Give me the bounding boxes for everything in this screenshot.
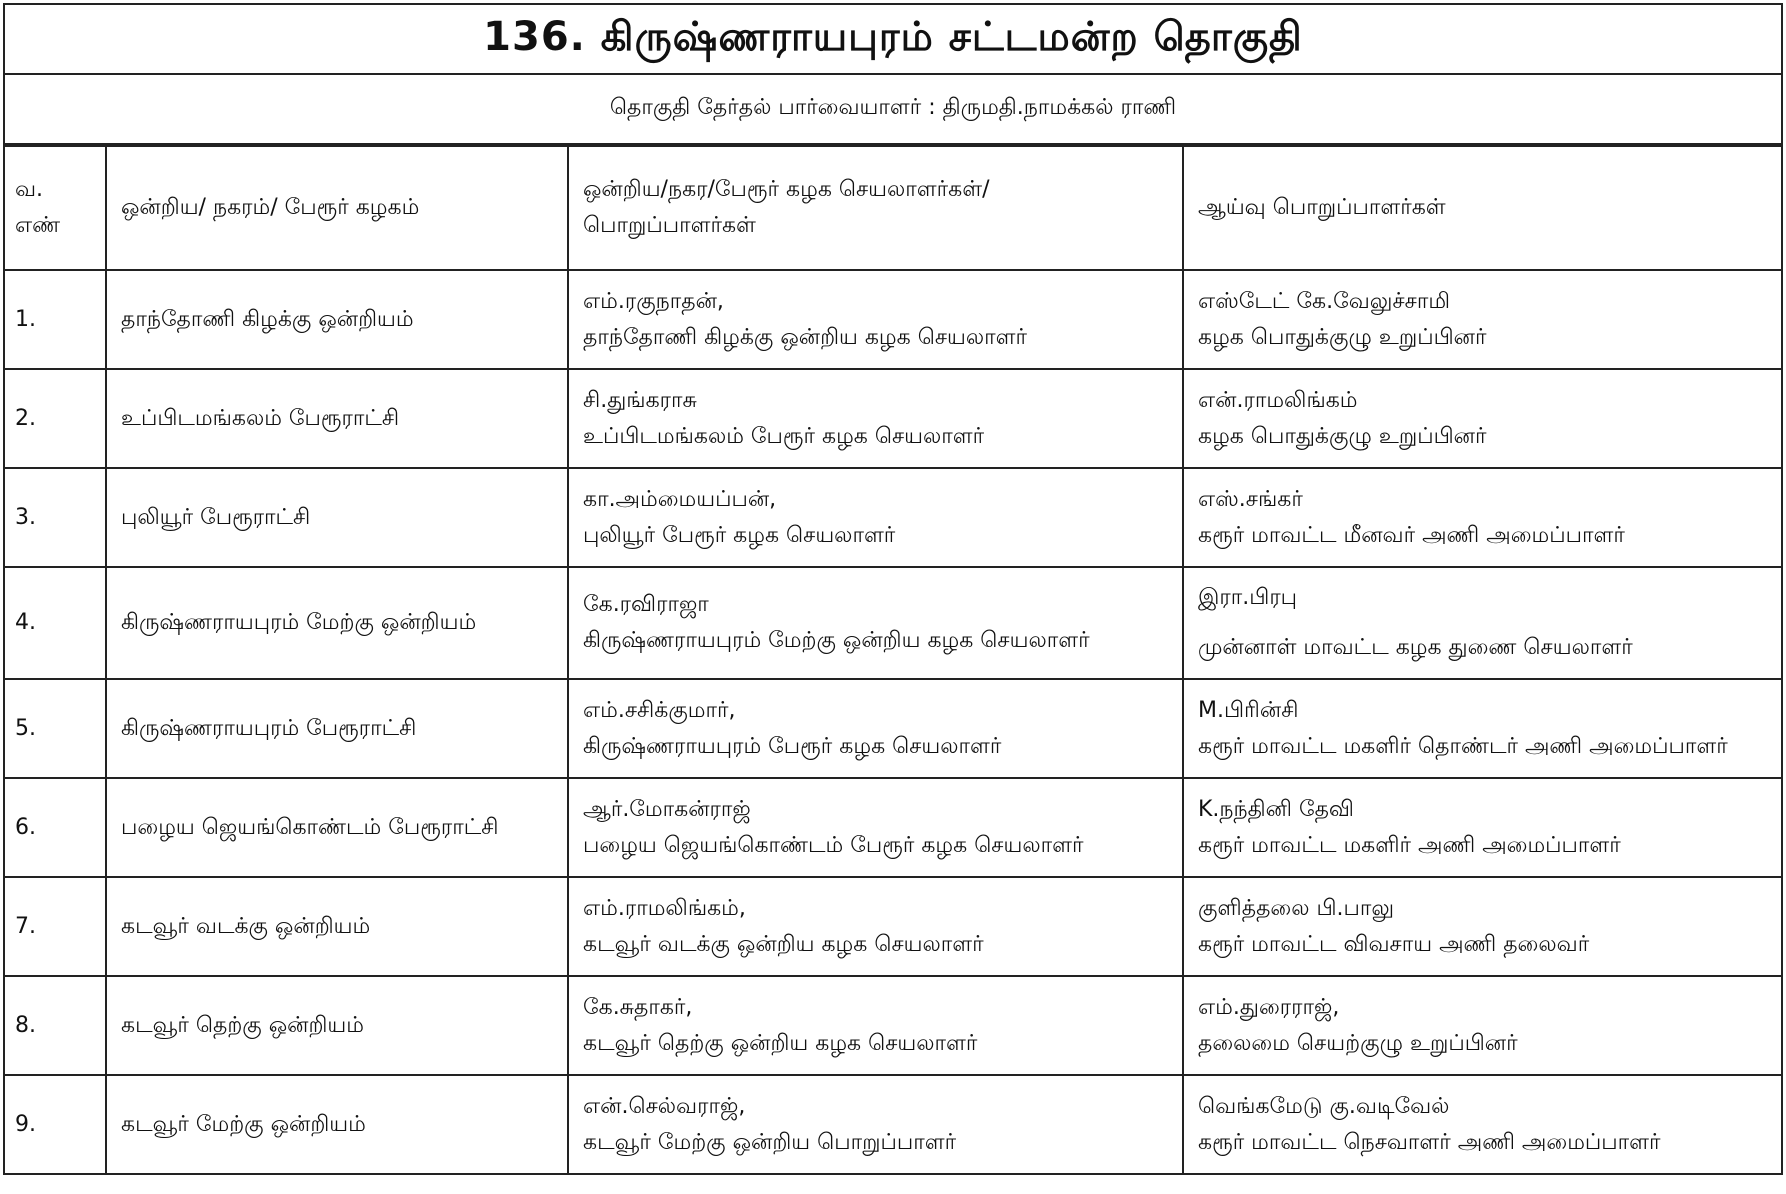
secretary-name: எம்.ராமலிங்கம், <box>583 895 746 921</box>
secretary-cell <box>568 369 1183 468</box>
reviewer-name: எஸ்டேட் கே.வேலுச்சாமி <box>1198 288 1450 314</box>
table-header-row <box>4 146 1782 270</box>
union-cell: பழைய ஜெயங்கொண்டம் பேரூராட்சி <box>106 778 568 877</box>
serial-cell: 1. <box>4 270 106 369</box>
serial-cell: 7. <box>4 877 106 976</box>
union-cell: கிருஷ்ணராயபுரம் பேரூராட்சி <box>106 679 568 778</box>
union-cell: கடவூர் வடக்கு ஒன்றியம் <box>106 877 568 976</box>
secretary-cell <box>568 679 1183 778</box>
reviewer-cell <box>1183 679 1782 778</box>
reviewer-role: கழக பொதுக்குழு உறுப்பினர் <box>1198 324 1487 350</box>
reviewer-name: இரா.பிரபு <box>1198 585 1298 610</box>
document-title: 136. கிருஷ்ணராயபுரம் சட்டமன்ற தொகுதி <box>3 3 1783 75</box>
reviewer-cell <box>1183 1075 1782 1174</box>
reviewer-cell <box>1183 976 1782 1075</box>
secretary-name: கே.ரவிராஜா <box>583 592 709 617</box>
reviewer-name: எம்.துரைராஜ், <box>1198 994 1340 1020</box>
secretary-name: எம்.ரகுநாதன், <box>583 288 724 314</box>
reviewer-cell <box>1183 778 1782 877</box>
header-secretary <box>568 146 1183 270</box>
secretary-role: புலியூர் பேரூர் கழக செயலாளர் <box>583 522 896 548</box>
secretary-name: என்.செல்வராஜ், <box>583 1093 746 1119</box>
reviewer-role: தலைமை செயற்குழு உறுப்பினர் <box>1198 1030 1518 1056</box>
document-sheet <box>3 3 1783 1191</box>
secretary-role: கடவூர் மேற்கு ஒன்றிய பொறுப்பாளர் <box>583 1129 957 1155</box>
header-serial <box>4 146 106 270</box>
header-union: ஒன்றிய/ நகரம்/ பேரூர் கழகம் <box>106 146 568 270</box>
secretary-role: கடவூர் வடக்கு ஒன்றிய கழக செயலாளர் <box>583 931 984 957</box>
union-cell: கிருஷ்ணராயபுரம் மேற்கு ஒன்றியம் <box>106 567 568 679</box>
reviewer-cell <box>1183 468 1782 567</box>
reviewer-role: கரூர் மாவட்ட மகளிர் அணி அமைப்பாளர் <box>1198 832 1621 858</box>
header-secretary-line1: ஒன்றிய/நகர/பேரூர் கழக செயலாளர்கள்/ <box>583 177 990 202</box>
secretary-cell <box>568 976 1183 1075</box>
reviewer-role: கரூர் மாவட்ட விவசாய அணி தலைவர் <box>1198 931 1590 957</box>
secretary-role: கிருஷ்ணராயபுரம் மேற்கு ஒன்றிய கழக செயலாளர் <box>583 628 1090 653</box>
secretary-name: எம்.சசிக்குமார், <box>583 697 736 723</box>
secretary-role: பழைய ஜெயங்கொண்டம் பேரூர் கழக செயலாளர் <box>583 832 1084 858</box>
union-cell: உப்பிடமங்கலம் பேரூராட்சி <box>106 369 568 468</box>
secretary-role: உப்பிடமங்கலம் பேரூர் கழக செயலாளர் <box>583 423 985 449</box>
serial-cell: 8. <box>4 976 106 1075</box>
reviewer-cell <box>1183 567 1782 679</box>
secretary-role: தாந்தோணி கிழக்கு ஒன்றிய கழக செயலாளர் <box>583 324 1027 350</box>
union-cell: புலியூர் பேரூராட்சி <box>106 468 568 567</box>
secretary-cell <box>568 778 1183 877</box>
reviewer-role: கரூர் மாவட்ட நெசவாளர் அணி அமைப்பாளர் <box>1198 1129 1661 1155</box>
reviewer-name: குளித்தலை பி.பாலு <box>1198 895 1395 921</box>
reviewer-name: M.பிரின்சி <box>1198 697 1299 723</box>
union-cell: கடவூர் தெற்கு ஒன்றியம் <box>106 976 568 1075</box>
reviewer-role: முன்னாள் மாவட்ட கழக துணை செயலாளர் <box>1198 635 1633 660</box>
serial-cell: 6. <box>4 778 106 877</box>
document-subtitle: தொகுதி தேர்தல் பார்வையாளர் : திருமதி.நாமக்கல் ராணி <box>3 75 1783 145</box>
table-row <box>4 778 1782 877</box>
reviewer-role: கழக பொதுக்குழு உறுப்பினர் <box>1198 423 1487 449</box>
header-secretary-line2: பொறுப்பாளர்கள் <box>583 213 756 238</box>
reviewer-role: கரூர் மாவட்ட மகளிர் தொண்டர் அணி அமைப்பாளர் <box>1198 733 1728 759</box>
table-row <box>4 270 1782 369</box>
secretary-cell <box>568 567 1183 679</box>
table-row <box>4 877 1782 976</box>
serial-cell: 4. <box>4 567 106 679</box>
secretary-name: கா.அம்மையப்பன், <box>583 486 777 512</box>
secretary-cell <box>568 468 1183 567</box>
assignments-table <box>3 145 1783 1175</box>
table-row <box>4 567 1782 679</box>
reviewer-name: K.நந்தினி தேவி <box>1198 796 1354 822</box>
secretary-name: சி.துங்கராசு <box>583 387 697 413</box>
union-cell: கடவூர் மேற்கு ஒன்றியம் <box>106 1075 568 1174</box>
secretary-name: கே.சுதாகர், <box>583 994 693 1020</box>
reviewer-cell <box>1183 877 1782 976</box>
table-row <box>4 468 1782 567</box>
header-serial-line2: எண் <box>15 213 61 238</box>
table-row <box>4 679 1782 778</box>
reviewer-name: எஸ்.சங்கர் <box>1198 486 1303 512</box>
header-serial-line1: வ. <box>15 177 44 202</box>
table-row <box>4 369 1782 468</box>
reviewer-name: வெங்கமேடு கு.வடிவேல் <box>1198 1093 1450 1119</box>
secretary-cell <box>568 877 1183 976</box>
table-row <box>4 1075 1782 1174</box>
secretary-cell <box>568 1075 1183 1174</box>
secretary-role: கடவூர் தெற்கு ஒன்றிய கழக செயலாளர் <box>583 1030 978 1056</box>
union-cell: தாந்தோணி கிழக்கு ஒன்றியம் <box>106 270 568 369</box>
table-row <box>4 976 1782 1075</box>
header-reviewers: ஆய்வு பொறுப்பாளர்கள் <box>1183 146 1782 270</box>
line-gap <box>1198 616 1767 630</box>
secretary-name: ஆர்.மோகன்ராஜ் <box>583 796 751 822</box>
reviewer-cell <box>1183 270 1782 369</box>
reviewer-name: என்.ராமலிங்கம் <box>1198 387 1358 413</box>
secretary-cell <box>568 270 1183 369</box>
reviewer-cell <box>1183 369 1782 468</box>
secretary-role: கிருஷ்ணராயபுரம் பேரூர் கழக செயலாளர் <box>583 733 1002 759</box>
serial-cell: 5. <box>4 679 106 778</box>
serial-cell: 2. <box>4 369 106 468</box>
serial-cell: 3. <box>4 468 106 567</box>
serial-cell: 9. <box>4 1075 106 1174</box>
reviewer-role: கரூர் மாவட்ட மீனவர் அணி அமைப்பாளர் <box>1198 522 1625 548</box>
